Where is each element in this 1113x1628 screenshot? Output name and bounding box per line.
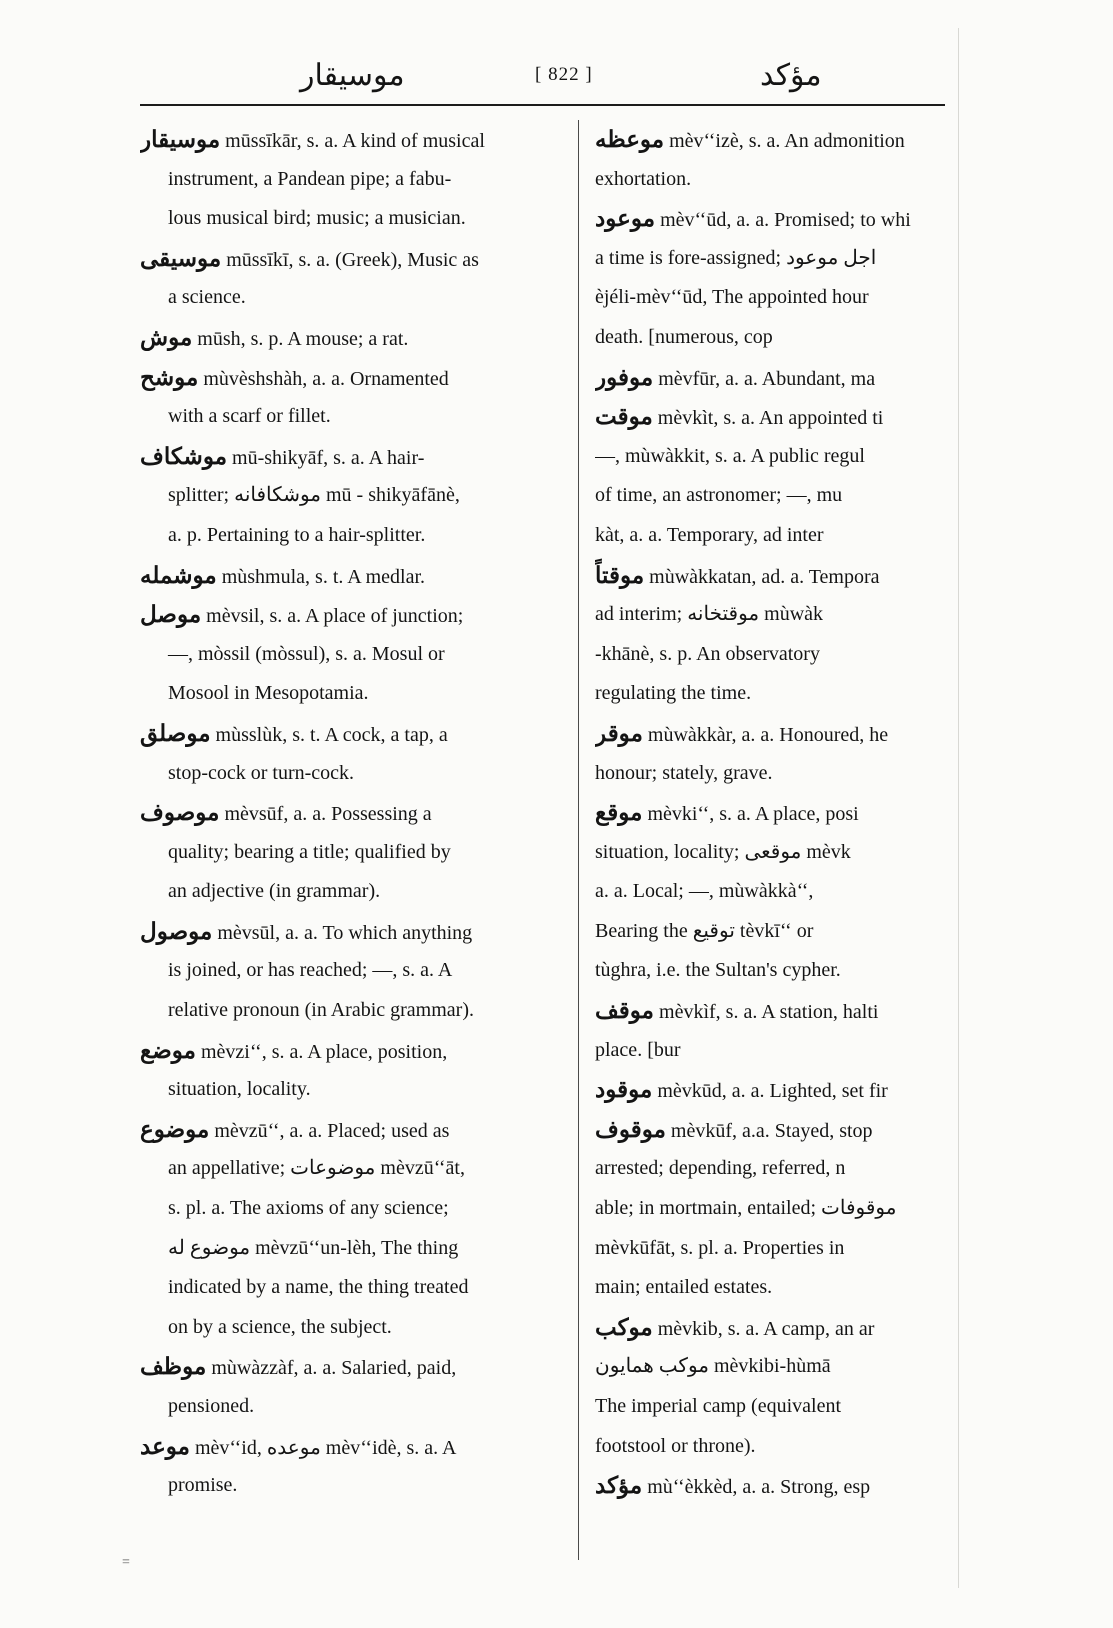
entry-text: mùsslùk, s. t. A cock, a tap, a (215, 723, 448, 746)
entry-text: mèvsil, s. a. A place of junction; (206, 605, 464, 628)
entry-line (140, 951, 560, 991)
entry-line (140, 833, 560, 873)
arabic-headword: موشكاف (140, 443, 228, 469)
entry-text: lous musical bird; music; a musician. (168, 207, 466, 230)
entry-line (595, 912, 950, 952)
page-edge (958, 28, 959, 1588)
entry-line (140, 160, 560, 200)
entry-text: mèv‘‘ūd, a. a. Promised; to whi (660, 209, 911, 232)
entry-headline (140, 318, 560, 358)
arabic-headword: موقتاً (595, 562, 645, 588)
entry-headline (140, 793, 560, 833)
left-column (140, 120, 560, 1506)
entry-text: mùwàzzàf, a. a. Salaried, paid, (211, 1357, 457, 1380)
entry-text: mùwàkkatan, ad. a. Tempora (649, 565, 880, 588)
entry-headline (140, 556, 560, 596)
entry-headline (595, 991, 950, 1031)
entry-text: an adjective (in grammar). (168, 880, 381, 903)
entry-text: mùshmula, s. t. A medlar. (221, 565, 426, 588)
arabic-headword: موقف (595, 998, 655, 1024)
entry-line (595, 635, 950, 675)
entry-line (595, 754, 950, 794)
entry-headline (140, 1031, 560, 1071)
entry-text: mèvkib, s. a. A camp, an ar (657, 1317, 875, 1340)
arabic-headword: موقود (595, 1077, 653, 1103)
entry-line (140, 397, 560, 437)
running-head (140, 58, 840, 98)
arabic-headword: موقع (595, 800, 643, 826)
entry-text: —, mùwàkkit, s. a. A public regul (595, 444, 865, 467)
entry-line (595, 1347, 950, 1387)
entry-text: honour; stately, grave. (595, 761, 773, 784)
entry-headline (140, 239, 560, 279)
entry-text: indicated by a name, the thing treated (168, 1276, 469, 1299)
entry-headline (140, 437, 560, 477)
entry-line (595, 476, 950, 516)
header-right-word: مؤكد (760, 59, 822, 92)
entry-line (140, 1149, 560, 1189)
page-number: [ 822 ] (535, 64, 593, 85)
entry-text: mèvsūl, a. a. To which anything (217, 921, 473, 944)
arabic-headword: موقوف (595, 1116, 666, 1142)
arabic-headword: موسیقار (140, 127, 221, 152)
entry-line (595, 674, 950, 714)
header-rule (140, 104, 945, 106)
entry-text: mèv‘‘id, موعده mèv‘‘idè, s. a. A (195, 1436, 457, 1459)
entry-text: ad interim; موقتخانه mùwàk (595, 603, 824, 626)
arabic-headword: موصلق (140, 720, 211, 746)
entry-headline (140, 120, 560, 160)
entry-headline (595, 397, 950, 437)
entry-text: exhortation. (595, 167, 692, 190)
entry-text: mèvzi‘‘, s. a. A place, position, (200, 1040, 448, 1063)
entry-text: relative pronoun (in Arabic grammar). (168, 999, 474, 1022)
entry-text: on by a science, the subject. (168, 1315, 392, 1338)
arabic-headword: موعود (595, 206, 656, 232)
entry-text: a time is fore-assigned; اجل موعود (595, 246, 877, 269)
entry-text: situation, locality; موقعی mèvk (595, 840, 851, 863)
entry-text: quality; bearing a title; qualified by (168, 840, 451, 863)
entry-text: of time, an astronomer; —, mu (595, 484, 843, 507)
arabic-headword: موقر (595, 720, 643, 746)
arabic-headword: موش (140, 324, 193, 350)
entry-headline (140, 358, 560, 398)
entry-line (595, 1427, 950, 1467)
entry-headline (595, 714, 950, 754)
entry-text: promise. (168, 1474, 238, 1497)
entry-line (595, 872, 950, 912)
right-column (595, 120, 950, 1506)
entry-text: mūsh, s. p. A mouse; a rat. (197, 327, 409, 350)
entry-line (595, 1268, 950, 1308)
entry-headline (595, 358, 950, 398)
entry-text: mèvsūf, a. a. Possessing a (224, 803, 432, 826)
entry-line (595, 1387, 950, 1427)
entry-line (140, 199, 560, 239)
entry-line (595, 833, 950, 873)
entry-line (140, 991, 560, 1031)
entry-line (595, 516, 950, 556)
entry-headline (595, 120, 950, 160)
entry-headline (595, 199, 950, 239)
entry-text: place. [bur (595, 1038, 681, 1061)
entry-text: arrested; depending, referred, n (595, 1157, 846, 1180)
entry-line (140, 1268, 560, 1308)
entry-headline (140, 714, 560, 754)
entry-line (595, 437, 950, 477)
entry-text: èjéli-mèv‘‘ūd, The appointed hour (595, 286, 869, 309)
entry-headline (595, 1070, 950, 1110)
entry-line (595, 278, 950, 318)
entry-text: s. pl. a. The axioms of any science; (168, 1197, 449, 1220)
entry-line (140, 674, 560, 714)
entry-text: an appellative; موضوعات mèvzū‘‘āt, (168, 1157, 465, 1180)
entry-line (595, 951, 950, 991)
entry-line (140, 1466, 560, 1506)
entry-line (595, 239, 950, 279)
entry-headline (140, 595, 560, 635)
entry-text: mùwàkkàr, a. a. Honoured, he (647, 723, 889, 746)
arabic-headword: موسیقی (140, 245, 222, 271)
entry-line (595, 318, 950, 358)
arabic-headword: موصل (140, 602, 202, 628)
entry-text: mèvfūr, a. a. Abundant, ma (658, 367, 876, 390)
entry-headline (595, 1110, 950, 1150)
arabic-headword: موفور (595, 364, 654, 390)
arabic-headword: موصوف (140, 800, 220, 826)
entry-line (595, 1031, 950, 1071)
entry-text: موكب همایون mèvkibi-hùmā (595, 1355, 831, 1378)
arabic-headword: موعظه (595, 127, 665, 152)
arabic-headword: موظف (140, 1354, 207, 1380)
entry-text: mùvèshshàh, a. a. Ornamented (203, 367, 449, 390)
entry-text: mèvkūf, a.a. Stayed, stop (670, 1119, 873, 1142)
entry-headline (140, 1427, 560, 1467)
entry-text: death. [numerous, cop (595, 325, 773, 348)
entry-text: pensioned. (168, 1395, 255, 1417)
arabic-headword: مؤكد (595, 1473, 643, 1499)
entry-line (595, 1229, 950, 1269)
entry-text: موضوع له mèvzū‘‘un-lèh, The thing (168, 1236, 459, 1259)
entry-text: mèv‘‘izè, s. a. An admonition (669, 130, 905, 152)
entry-text: situation, locality. (168, 1078, 311, 1101)
entry-text: -khānè, s. p. An observatory (595, 642, 820, 665)
entry-text: mū-shikyāf, s. a. A hair- (232, 446, 425, 469)
entry-text: tùghra, i.e. the Sultan's cypher. (595, 959, 841, 982)
entry-text: Mosool in Mesopotamia. (168, 682, 369, 705)
entry-headline (595, 1308, 950, 1348)
arabic-headword: موصول (140, 918, 213, 944)
column-divider (578, 120, 579, 1560)
entry-headline (140, 1347, 560, 1387)
entry-text: a. a. Local; —, mùwàkkà‘‘, (595, 880, 814, 903)
entry-headline (595, 556, 950, 596)
entry-text: main; entailed estates. (595, 1276, 773, 1299)
entry-line (595, 1189, 950, 1229)
entry-text: Bearing the توقیع tèvkī‘‘ or (595, 919, 814, 942)
arabic-headword: موشمله (140, 562, 217, 588)
entry-text: mù‘‘èkkèd, a. a. Strong, esp (647, 1476, 871, 1499)
entry-line (140, 635, 560, 675)
entry-text: mèvkūd, a. a. Lighted, set fir (657, 1080, 888, 1103)
entry-line (140, 1070, 560, 1110)
corner-mark: = (122, 1555, 130, 1570)
entry-line (140, 278, 560, 318)
entry-text: mèvkìt, s. a. An appointed ti (657, 407, 884, 430)
arabic-headword: موضوع (140, 1116, 210, 1142)
entry-line (595, 1149, 950, 1189)
arabic-headword: موضع (140, 1037, 196, 1063)
arabic-headword: موشح (140, 364, 199, 390)
entry-text: able; in mortmain, entailed; موقوفات (595, 1197, 897, 1220)
entry-line (140, 1308, 560, 1348)
entry-line (140, 1229, 560, 1269)
entry-text: mūssīkī, s. a. (Greek), Music as (226, 248, 479, 271)
entry-text: a science. (168, 286, 246, 309)
entry-text: mèvkūfāt, s. pl. a. Properties in (595, 1236, 845, 1259)
entry-text: mèvzū‘‘, a. a. Placed; used as (214, 1119, 450, 1142)
entry-line (140, 476, 560, 516)
arabic-headword: موعد (140, 1433, 190, 1459)
entry-text: footstool or throne). (595, 1434, 756, 1457)
entry-text: is joined, or has reached; —, s. a. A (168, 959, 453, 982)
arabic-headword: موكب (595, 1314, 653, 1340)
entry-line (140, 754, 560, 794)
entry-text: mèvkìf, s. a. A station, halti (659, 1001, 879, 1024)
entry-text: a. p. Pertaining to a hair-splitter. (168, 523, 426, 546)
entry-line (140, 872, 560, 912)
entry-text: —, mòssil (mòssul), s. a. Mosul or (168, 642, 445, 665)
entry-line (595, 595, 950, 635)
entry-headline (140, 1110, 560, 1150)
entry-text: mèvki‘‘, s. a. A place, posi (647, 803, 859, 826)
header-left-word: موسیقار (300, 59, 405, 92)
entry-headline (140, 912, 560, 952)
entry-text: kàt, a. a. Temporary, ad inter (595, 523, 824, 546)
entry-headline (595, 793, 950, 833)
entry-text: instrument, a Pandean pipe; a fabu- (168, 167, 452, 190)
entry-text: mūssīkār, s. a. A kind of musical (225, 130, 485, 152)
entry-headline (595, 1466, 950, 1506)
entry-text: regulating the time. (595, 682, 752, 705)
entry-line (595, 160, 950, 200)
entry-line (140, 1387, 560, 1427)
entry-line (140, 516, 560, 556)
entry-line (140, 1189, 560, 1229)
entry-text: splitter; موشكافانه mū - shikyāfānè, (168, 484, 460, 507)
arabic-headword: موقت (595, 404, 653, 430)
entry-text: stop-cock or turn-cock. (168, 761, 355, 784)
entry-text: The imperial camp (equivalent (595, 1395, 842, 1417)
entry-text: with a scarf or fillet. (168, 405, 331, 428)
